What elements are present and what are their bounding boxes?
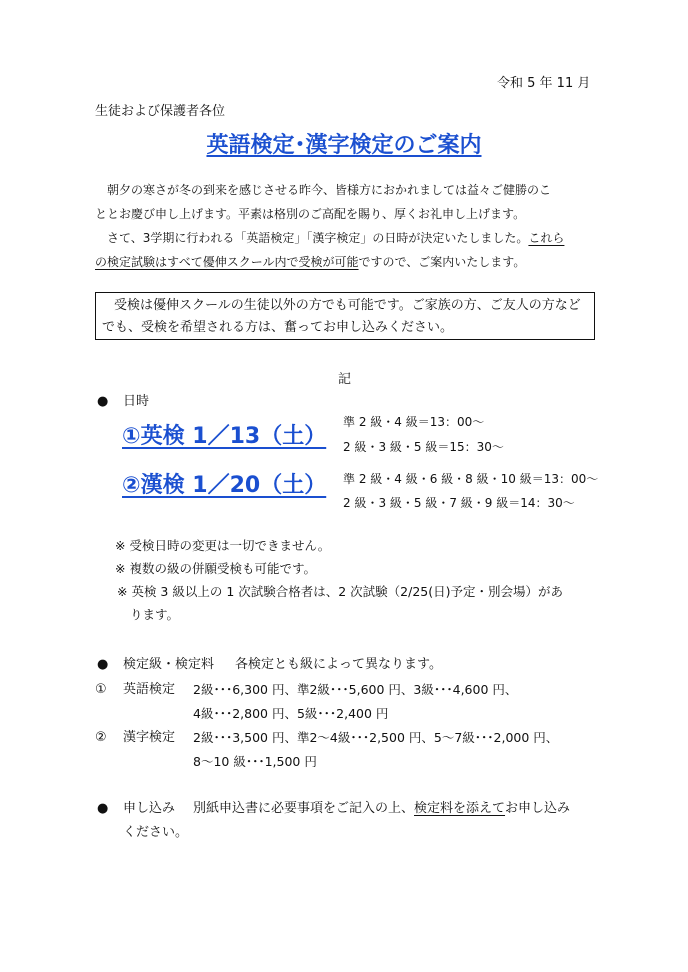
fees-label: 検定級・検定料 <box>123 657 215 672</box>
eiken-time-2: 2 級・3 級・5 級＝15：30～ <box>343 440 504 454</box>
bullet-icon: ● <box>97 657 109 672</box>
intro-line: 朝夕の寒さが冬の到来を感じさせる昨今、皆様方におかれましては益々ご健勝のこ <box>107 183 552 197</box>
eiken-time-1: 準 2 級・4 級＝13：00～ <box>343 415 485 429</box>
apply-text-a: 別紙申込書に必要事項をご記入の上、 <box>193 801 415 816</box>
eiken-date-heading: ①英検 1／13（土） <box>122 424 327 449</box>
fee-kanken-number: ② <box>95 730 107 745</box>
apply-emphasis: 検定料を添えて <box>414 801 506 816</box>
schedule-label: 日時 <box>123 394 150 409</box>
addressee: 生徒および保護者各位 <box>95 104 226 119</box>
bullet-icon: ● <box>97 801 109 816</box>
apply-text-line2: ください。 <box>123 825 189 840</box>
apply-text <box>193 801 570 817</box>
fees-description: 各検定とも級によって異なります。 <box>235 657 442 672</box>
fee-eiken-name: 英語検定 <box>123 682 176 697</box>
kanken-time-1: 準 2 級・4 級・6 級・8 級・10 級＝13：00～ <box>343 472 599 486</box>
apply-text-c: お申し込み <box>505 801 571 816</box>
fee-eiken-line: 4級･･･2,800 円、5級･･･2,400 円 <box>193 706 389 721</box>
schedule-note: ※ 英検 3 級以上の 1 次試験合格者は、2 次試験（2/25(日)予定・別会場）があ <box>117 584 563 599</box>
fee-kanken-name: 漢字検定 <box>123 730 176 745</box>
intro-line <box>95 250 595 274</box>
intro-text: ですので、ご案内いたします。 <box>358 255 526 269</box>
page-title: 英語検定･漢字検定のご案内 <box>206 133 482 158</box>
schedule-note: ※ 受検日時の変更は一切できません。 <box>115 538 331 553</box>
intro-emphasis: これら <box>528 231 565 245</box>
intro-line: ととお慶び申し上げます。平素は格別のご高配を賜り、厚くお礼申し上げます。 <box>95 207 526 221</box>
fee-kanken-line: 2級･･･3,500 円、準2～4級･･･2,500 円、5～7級･･･2,000 円、 <box>193 730 559 745</box>
intro-text: さて、3学期に行われる「英語検定」「漢字検定」の日時が決定いたしました。 <box>107 231 529 245</box>
ki-label: 記 <box>338 372 352 387</box>
fee-eiken-number: ① <box>95 682 107 697</box>
intro-line <box>95 226 595 250</box>
schedule-note: ※ 複数の級の併願受検も可能です。 <box>115 561 316 576</box>
document-date: 令和 5 年 11 月 <box>497 76 591 91</box>
apply-label: 申し込み <box>123 801 176 816</box>
kanken-date-heading: ②漢検 1／20（土） <box>122 473 327 498</box>
kanken-time-2: 2 級・3 級・5 級・7 級・9 級＝14：30～ <box>343 496 575 510</box>
bullet-icon: ● <box>97 394 109 409</box>
intro-paragraph <box>95 178 595 274</box>
notice-box: 受検は優伸スクールの生徒以外の方でも可能です。ご家族の方、ご友人の方などでも、受検を希望される方は、奮ってお申し込みください。 <box>95 292 595 340</box>
fee-eiken-line: 2級･･･6,300 円、準2級･･･5,600 円、3級･･･4,600 円、 <box>193 682 518 697</box>
intro-emphasis: の検定試験はすべて優伸スクール内で受検が可能 <box>95 255 359 269</box>
schedule-note: ります。 <box>130 607 180 622</box>
fee-kanken-line: 8～10 級･･･1,500 円 <box>193 754 317 769</box>
